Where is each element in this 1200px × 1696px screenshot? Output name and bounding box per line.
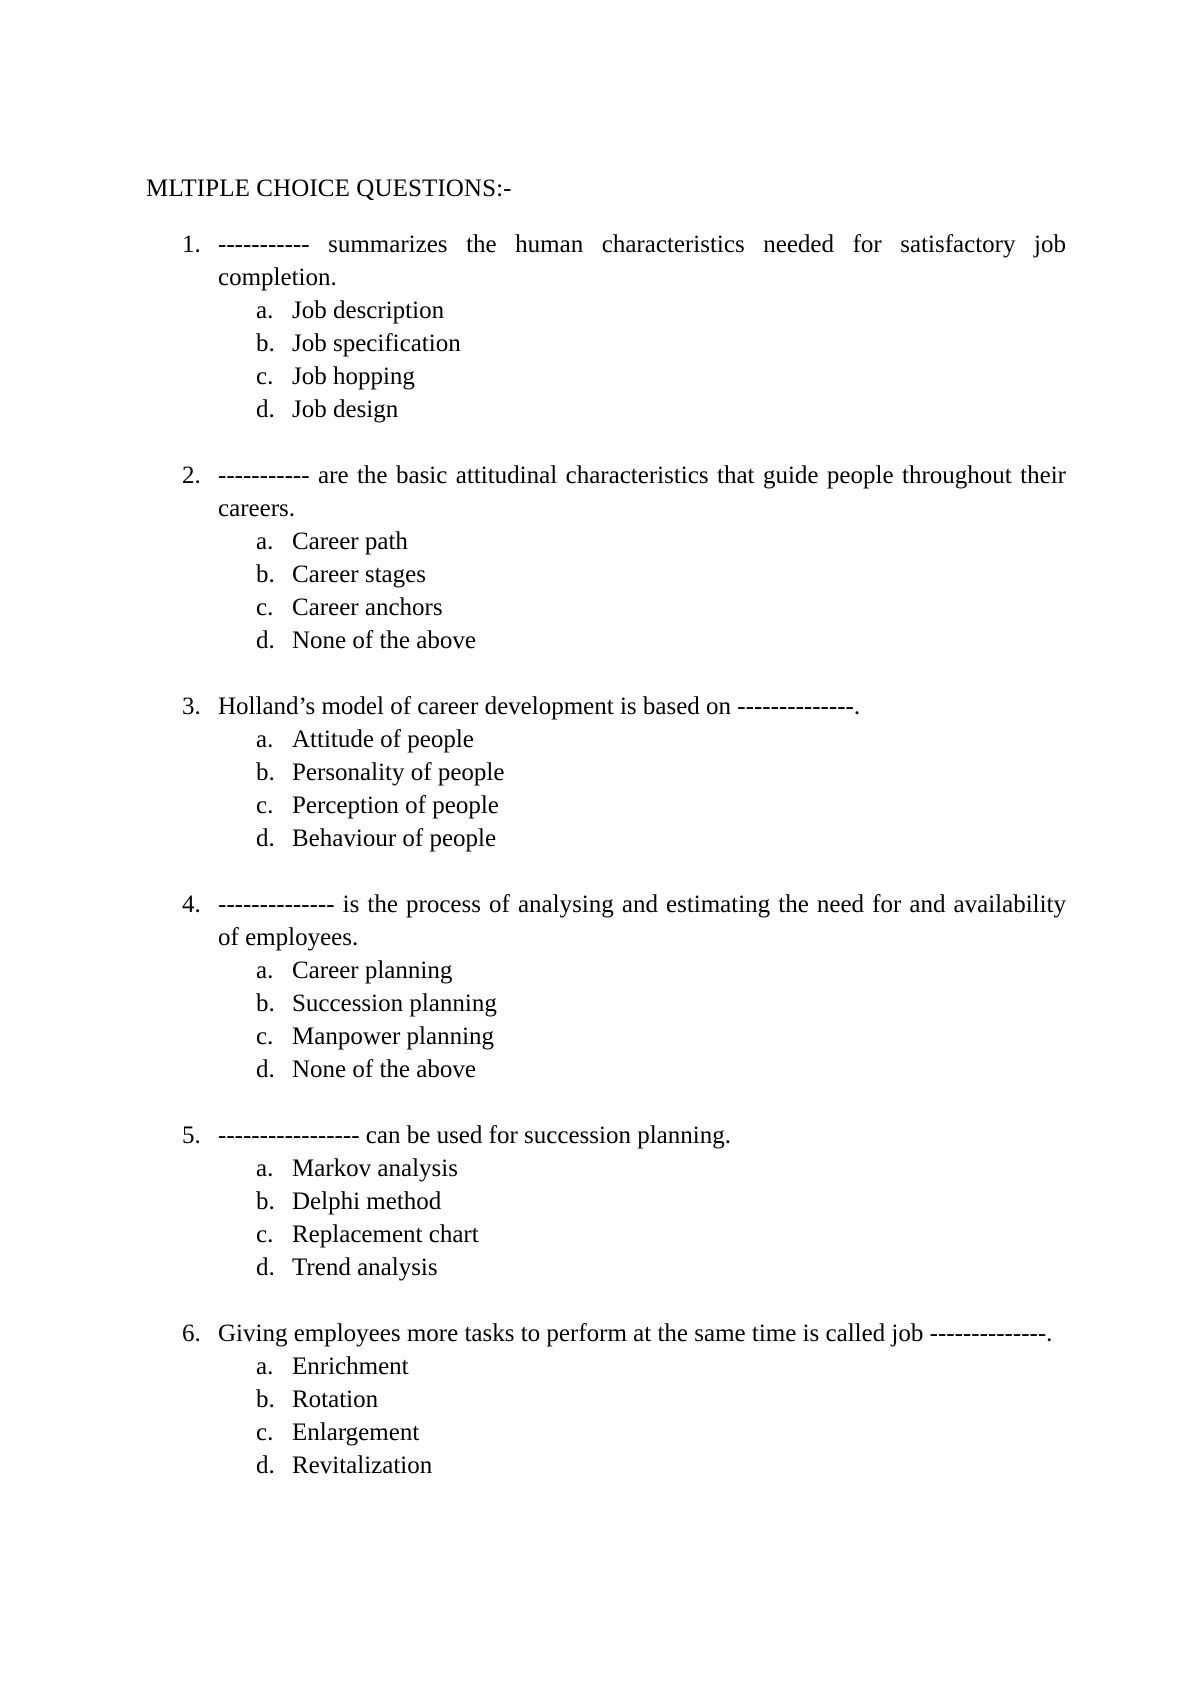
question-item — [146, 1317, 1066, 1482]
option-letter: d. — [256, 1056, 275, 1083]
option-letter: b. — [256, 330, 275, 357]
option-letter: b. — [256, 1386, 275, 1413]
option-text: Enlargement — [292, 1419, 420, 1446]
question-text: -------------- is the process of analysing and estimating the need for and availability of employees. — [218, 891, 1066, 951]
option-item — [256, 723, 1066, 756]
option-item — [256, 954, 1066, 987]
option-letter: c. — [256, 1419, 274, 1446]
option-text: Job design — [292, 396, 399, 423]
option-letter: c. — [256, 1023, 274, 1050]
option-text: Behaviour of people — [292, 825, 497, 852]
option-letter: c. — [256, 792, 274, 819]
question-item — [146, 1119, 1066, 1284]
option-text: Career path — [292, 528, 408, 555]
option-letter: a. — [256, 1353, 274, 1380]
option-letter: a. — [256, 297, 274, 324]
option-item — [256, 393, 1066, 426]
option-letter: d. — [256, 396, 275, 423]
option-text: Personality of people — [292, 759, 505, 786]
option-item — [256, 1449, 1066, 1482]
option-letter: b. — [256, 561, 275, 588]
option-letter: a. — [256, 957, 274, 984]
option-text: Perception of people — [292, 792, 499, 819]
option-item — [256, 1251, 1066, 1284]
option-text: Enrichment — [292, 1353, 409, 1380]
question-item — [146, 690, 1066, 855]
option-item — [256, 1053, 1066, 1086]
option-text: Job description — [292, 297, 445, 324]
option-text: None of the above — [292, 1056, 476, 1083]
option-text: Revitalization — [292, 1452, 433, 1479]
option-letter: d. — [256, 1254, 275, 1281]
option-text: Job specification — [292, 330, 461, 357]
question-number: 5. — [182, 1122, 201, 1149]
question-item — [146, 459, 1066, 657]
option-text: None of the above — [292, 627, 476, 654]
option-item — [256, 624, 1066, 657]
option-list — [218, 525, 1066, 657]
option-text: Manpower planning — [292, 1023, 495, 1050]
option-text: Career anchors — [292, 594, 443, 621]
question-text: Holland’s model of career development is based on --------------. — [218, 693, 861, 720]
page-title: MLTIPLE CHOICE QUESTIONS:- — [146, 175, 512, 202]
question-number: 3. — [182, 693, 201, 720]
option-text: Succession planning — [292, 990, 497, 1017]
option-item — [256, 1152, 1066, 1185]
option-list — [218, 723, 1066, 855]
option-letter: d. — [256, 627, 275, 654]
option-text: Career stages — [292, 561, 426, 588]
option-item — [256, 789, 1066, 822]
option-list — [218, 294, 1066, 426]
question-number: 4. — [182, 891, 201, 918]
option-list — [218, 1152, 1066, 1284]
option-text: Trend analysis — [292, 1254, 438, 1281]
question-text: ----------- are the basic attitudinal characteristics that guide people throughout their careers. — [218, 462, 1066, 522]
option-item — [256, 327, 1066, 360]
option-letter: d. — [256, 825, 275, 852]
question-text: ----------- summarizes the human characteristics needed for satisfactory job completion. — [218, 231, 1066, 291]
option-letter: c. — [256, 1221, 274, 1248]
option-item — [256, 591, 1066, 624]
option-item — [256, 987, 1066, 1020]
option-text: Career planning — [292, 957, 453, 984]
question-number: 2. — [182, 462, 201, 489]
question-item — [146, 228, 1066, 426]
option-item — [256, 1218, 1066, 1251]
option-letter: c. — [256, 363, 274, 390]
option-item — [256, 525, 1066, 558]
option-item — [256, 1020, 1066, 1053]
question-text: ----------------- can be used for succession planning. — [218, 1122, 731, 1149]
option-item — [256, 822, 1066, 855]
question-number: 1. — [182, 231, 201, 258]
option-item — [256, 360, 1066, 393]
option-item — [256, 1350, 1066, 1383]
option-list — [218, 954, 1066, 1086]
option-item — [256, 558, 1066, 591]
option-text: Attitude of people — [292, 726, 474, 753]
option-item — [256, 756, 1066, 789]
option-letter: a. — [256, 1155, 274, 1182]
option-text: Rotation — [292, 1386, 379, 1413]
option-list — [218, 1350, 1066, 1482]
question-number: 6. — [182, 1320, 201, 1347]
option-letter: a. — [256, 528, 274, 555]
option-text: Markov analysis — [292, 1155, 458, 1182]
option-item — [256, 1185, 1066, 1218]
option-text: Delphi method — [292, 1188, 442, 1215]
option-text: Job hopping — [292, 363, 415, 390]
option-item — [256, 1416, 1066, 1449]
option-text: Replacement chart — [292, 1221, 479, 1248]
question-item — [146, 888, 1066, 1086]
question-list — [146, 228, 1066, 1515]
option-item — [256, 1383, 1066, 1416]
option-letter: d. — [256, 1452, 275, 1479]
option-letter: a. — [256, 726, 274, 753]
option-letter: b. — [256, 990, 275, 1017]
question-text: Giving employees more tasks to perform at the same time is called job --------------. — [218, 1320, 1053, 1347]
option-letter: c. — [256, 594, 274, 621]
option-letter: b. — [256, 1188, 275, 1215]
option-letter: b. — [256, 759, 275, 786]
option-item — [256, 294, 1066, 327]
